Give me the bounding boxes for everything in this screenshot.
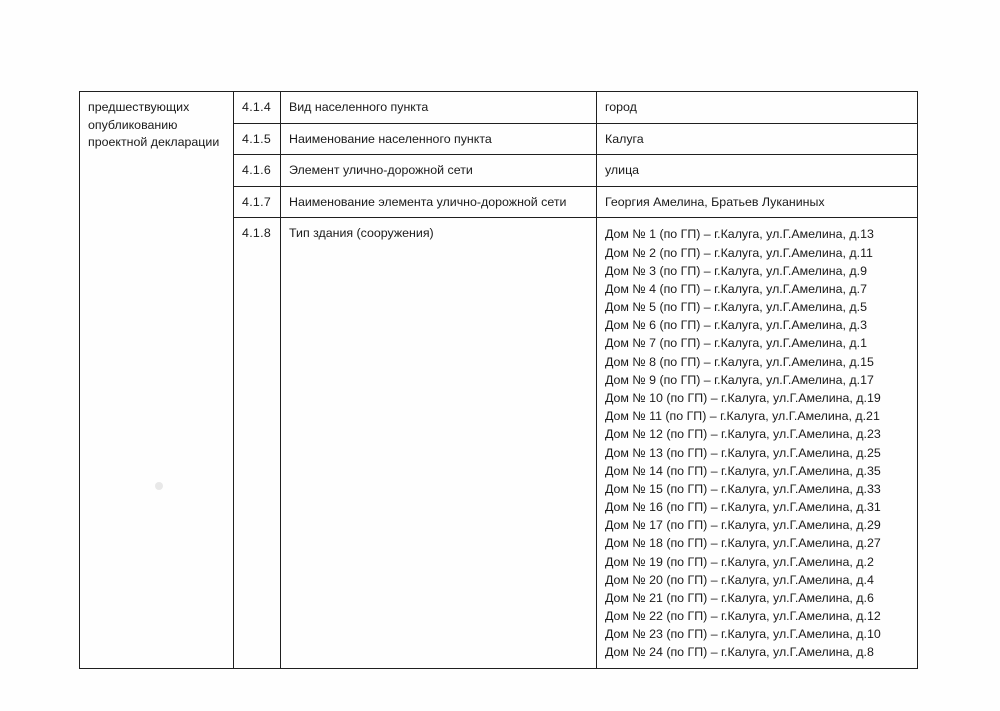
row-value-4-1-5: Калуга <box>597 123 918 155</box>
row-value-4-1-6: улица <box>597 155 918 187</box>
row-label-4-1-5: Наименование населенного пункта <box>281 123 597 155</box>
address-line: Дом № 21 (по ГП) – г.Калуга, ул.Г.Амелина, д.6 <box>605 590 874 605</box>
address-line: Дом № 9 (по ГП) – г.Калуга, ул.Г.Амелина, д.17 <box>605 372 874 387</box>
address-line: Дом № 11 (по ГП) – г.Калуга, ул.Г.Амелина, д.21 <box>605 409 880 424</box>
address-line: Дом № 23 (по ГП) – г.Калуга, ул.Г.Амелина, д.10 <box>605 627 881 642</box>
address-line: Дом № 15 (по ГП) – г.Калуга, ул.Г.Амелина, д.33 <box>605 481 881 496</box>
address-line: Дом № 12 (по ГП) – г.Калуга, ул.Г.Амелина, д.23 <box>605 427 881 442</box>
row-number-4-1-8: 4.1.8 <box>234 218 281 668</box>
address-line: Дом № 19 (по ГП) – г.Калуга, ул.Г.Амелина, д.2 <box>605 554 874 569</box>
address-line: Дом № 4 (по ГП) – г.Калуга, ул.Г.Амелина, д.7 <box>605 281 867 296</box>
row-number-4-1-5: 4.1.5 <box>234 123 281 155</box>
row-number-4-1-7: 4.1.7 <box>234 186 281 218</box>
row-number-4-1-6: 4.1.6 <box>234 155 281 187</box>
address-line: Дом № 18 (по ГП) – г.Калуга, ул.Г.Амелина, д.27 <box>605 536 881 551</box>
address-line: Дом № 22 (по ГП) – г.Калуга, ул.Г.Амелина, д.12 <box>605 609 881 624</box>
row-number-4-1-4: 4.1.4 <box>234 92 281 124</box>
address-line: Дом № 3 (по ГП) – г.Калуга, ул.Г.Амелина, д.9 <box>605 263 867 278</box>
row-value-4-1-7: Георгия Амелина, Братьев Луканиных <box>597 186 918 218</box>
address-line: Дом № 24 (по ГП) – г.Калуга, ул.Г.Амелина, д.8 <box>605 645 874 660</box>
project-declaration-table <box>79 91 918 669</box>
row-value-4-1-4: город <box>597 92 918 124</box>
address-line: Дом № 6 (по ГП) – г.Калуга, ул.Г.Амелина, д.3 <box>605 318 867 333</box>
row-label-4-1-7: Наименование элемента улично-дорожной сети <box>281 186 597 218</box>
address-line: Дом № 20 (по ГП) – г.Калуга, ул.Г.Амелина, д.4 <box>605 572 874 587</box>
row-label-4-1-4: Вид населенного пункта <box>281 92 597 124</box>
section-label-cell: предшествующих опубликованию проектной декларации <box>80 92 234 669</box>
address-line: Дом № 13 (по ГП) – г.Калуга, ул.Г.Амелина, д.25 <box>605 445 881 460</box>
row-label-4-1-6: Элемент улично-дорожной сети <box>281 155 597 187</box>
address-line: Дом № 8 (по ГП) – г.Калуга, ул.Г.Амелина, д.15 <box>605 354 874 369</box>
address-line: Дом № 1 (по ГП) – г.Калуга, ул.Г.Амелина, д.13 <box>605 227 874 242</box>
table-row <box>80 92 918 124</box>
row-label-4-1-8: Тип здания (сооружения) <box>281 218 597 668</box>
address-line: Дом № 17 (по ГП) – г.Калуга, ул.Г.Амелина, д.29 <box>605 518 881 533</box>
row-value-4-1-8-address-list <box>597 218 918 668</box>
address-line: Дом № 2 (по ГП) – г.Калуга, ул.Г.Амелина, д.11 <box>605 245 873 260</box>
address-line: Дом № 7 (по ГП) – г.Калуга, ул.Г.Амелина, д.1 <box>605 336 867 351</box>
address-line: Дом № 5 (по ГП) – г.Калуга, ул.Г.Амелина, д.5 <box>605 300 867 315</box>
address-line: Дом № 14 (по ГП) – г.Калуга, ул.Г.Амелина, д.35 <box>605 463 881 478</box>
address-line: Дом № 10 (по ГП) – г.Калуга, ул.Г.Амелина, д.19 <box>605 390 881 405</box>
address-line: Дом № 16 (по ГП) – г.Калуга, ул.Г.Амелина, д.31 <box>605 500 881 515</box>
